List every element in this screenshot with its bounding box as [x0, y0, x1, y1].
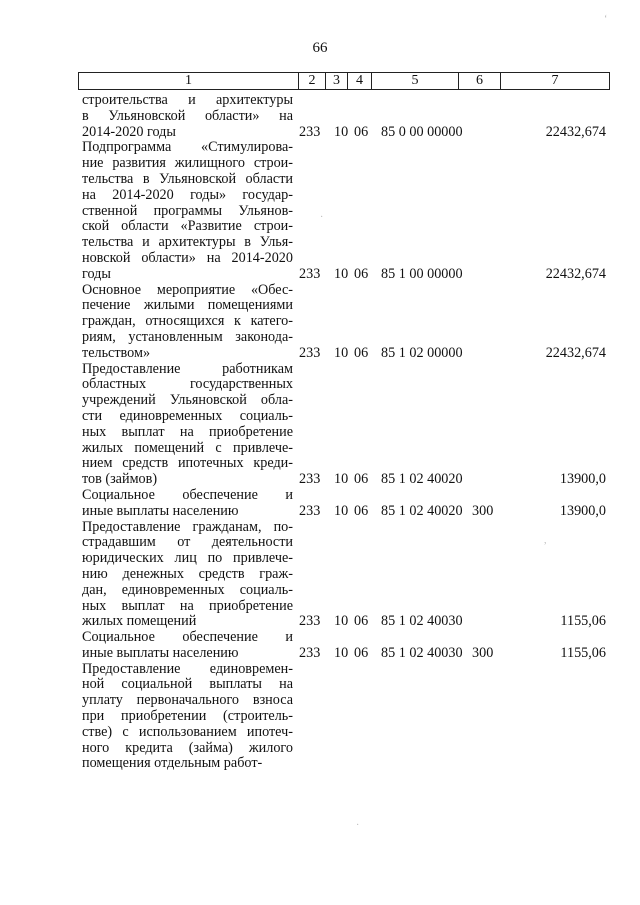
description-line: печение жилыми помещениями	[82, 297, 293, 314]
cell-c4: 06	[354, 344, 369, 361]
description-line: ных выплат на приобретение	[82, 597, 293, 614]
cell-c5: 85 1 02 40030	[381, 644, 463, 661]
table-row	[0, 630, 640, 662]
description-line: нием средств ипотечных креди-	[82, 455, 293, 472]
page-number: 66	[312, 40, 328, 56]
row-codes	[0, 504, 640, 520]
description-line: риям, установленным законода-	[82, 328, 293, 345]
description-line: тов (займов)	[82, 471, 158, 488]
cell-c5: 85 0 00 00000	[381, 123, 463, 140]
cell-c4: 06	[354, 123, 369, 140]
cell-c7: 22432,674	[545, 123, 606, 140]
row-codes	[0, 756, 640, 772]
description-line: помещения отдельным работ-	[82, 755, 263, 772]
cell-c7: 22432,674	[545, 265, 606, 282]
description-line: ской области «Развитие строи-	[82, 218, 293, 235]
table-row	[0, 488, 640, 520]
cell-c3: 10	[334, 123, 349, 140]
header-col-1: 1	[79, 73, 299, 89]
cell-c2: 233	[299, 613, 321, 630]
row-codes	[0, 346, 640, 362]
header-col-3: 3	[326, 73, 348, 89]
scan-mark: ·	[356, 820, 360, 831]
description-line: строительства и архитектуры	[82, 92, 293, 108]
description-line: годы	[82, 265, 111, 282]
description-line: иные выплаты населению	[82, 502, 239, 519]
row-description	[82, 140, 293, 282]
description-line: юридических лиц по привлече-	[82, 550, 293, 567]
description-line: сти единовременных социаль-	[82, 407, 293, 424]
description-line: Предоставление единовремен-	[82, 660, 293, 677]
cell-c6: 300	[472, 644, 494, 661]
description-line: областных государственных	[82, 376, 293, 393]
row-codes	[0, 267, 640, 283]
header-col-4: 4	[348, 73, 372, 89]
description-line: ние развития жилищного строи-	[82, 155, 293, 172]
cell-c2: 233	[299, 471, 321, 488]
header-col-2: 2	[299, 73, 326, 89]
description-line: на 2014-2020 годы» государ-	[82, 186, 293, 203]
row-description	[82, 362, 293, 488]
description-line: иные выплаты населению	[82, 644, 239, 661]
description-line: учреждений Ульяновской обла-	[82, 392, 293, 409]
description-line: дан, единовременных социаль-	[82, 581, 293, 598]
cell-c4: 06	[354, 644, 369, 661]
cell-c5: 85 1 02 40020	[381, 471, 463, 488]
description-line: Предоставление работникам	[82, 360, 293, 377]
description-line: Предоставление гражданам, по-	[82, 518, 293, 535]
cell-c2: 233	[299, 123, 321, 140]
description-line: ственной программы Ульянов-	[82, 202, 293, 219]
description-line: жилых помещений	[82, 613, 197, 630]
cell-c3: 10	[334, 471, 349, 488]
description-line: уплату первоначального взноса	[82, 692, 293, 709]
description-line: ных выплат на приобретение	[82, 423, 293, 440]
cell-c7: 1155,06	[560, 613, 606, 630]
cell-c2: 233	[299, 502, 321, 519]
description-line: в Ульяновской области» на	[82, 107, 293, 124]
description-line: Социальное обеспечение и	[82, 629, 293, 646]
description-line: страдавшим от деятельности	[82, 534, 293, 551]
cell-c5: 85 1 02 40020	[381, 502, 463, 519]
header-col-7: 7	[551, 73, 559, 88]
table-row	[0, 93, 640, 140]
description-line: ной социальной выплаты на	[82, 676, 293, 693]
description-line: новской области» на 2014-2020	[82, 249, 293, 266]
cell-c7: 1155,06	[560, 644, 606, 661]
cell-c4: 06	[354, 613, 369, 630]
scan-mark: ,	[544, 535, 547, 546]
cell-c3: 10	[334, 644, 349, 661]
cell-c3: 10	[334, 344, 349, 361]
header-col-6: 6	[459, 73, 501, 89]
description-line: при приобретении (строитель-	[82, 708, 293, 725]
cell-c6: 300	[472, 502, 494, 519]
cell-c7: 13900,0	[559, 471, 606, 488]
cell-c5: 85 1 00 00000	[381, 265, 463, 282]
table-row	[0, 662, 640, 773]
cell-c4: 06	[354, 265, 369, 282]
cell-c4: 06	[354, 502, 369, 519]
description-line: нию денежных средств граж-	[82, 565, 293, 582]
table-row	[0, 362, 640, 488]
description-line: тельства в Ульяновской области	[82, 170, 293, 187]
cell-c3: 10	[334, 502, 349, 519]
description-line: ного кредита (займа) жилого	[82, 739, 293, 756]
cell-c3: 10	[334, 613, 349, 630]
description-line: Основное мероприятие «Обес-	[82, 281, 293, 298]
description-line: тельством»	[82, 344, 151, 361]
header-col-5: 5	[372, 73, 459, 89]
scan-mark: ·	[320, 212, 324, 223]
description-line: стве) с использованием ипотеч-	[82, 723, 293, 740]
scan-mark: ‘	[604, 14, 608, 25]
cell-c5: 85 1 02 40030	[381, 613, 463, 630]
cell-c3: 10	[334, 265, 349, 282]
row-codes	[0, 125, 640, 141]
cell-c5: 85 1 02 00000	[381, 344, 463, 361]
cell-c2: 233	[299, 344, 321, 361]
description-line: тельства и архитектуры в Улья-	[82, 234, 293, 251]
description-line: 2014-2020 годы	[82, 123, 176, 140]
table-header	[78, 72, 610, 90]
description-line: жилых помещений с привлече-	[82, 439, 293, 456]
cell-c7: 13900,0	[559, 502, 606, 519]
table-body	[0, 93, 640, 772]
description-line: граждан, относящихся к катего-	[82, 313, 293, 330]
cell-c4: 06	[354, 471, 369, 488]
description-line: Подпрограмма «Стимулирова-	[82, 139, 293, 156]
row-codes	[0, 646, 640, 662]
description-line: Социальное обеспечение и	[82, 486, 293, 503]
row-codes	[0, 472, 640, 488]
cell-c2: 233	[299, 265, 321, 282]
row-codes	[0, 614, 640, 630]
cell-c7: 22432,674	[545, 344, 606, 361]
cell-c2: 233	[299, 644, 321, 661]
table-row	[0, 283, 640, 362]
